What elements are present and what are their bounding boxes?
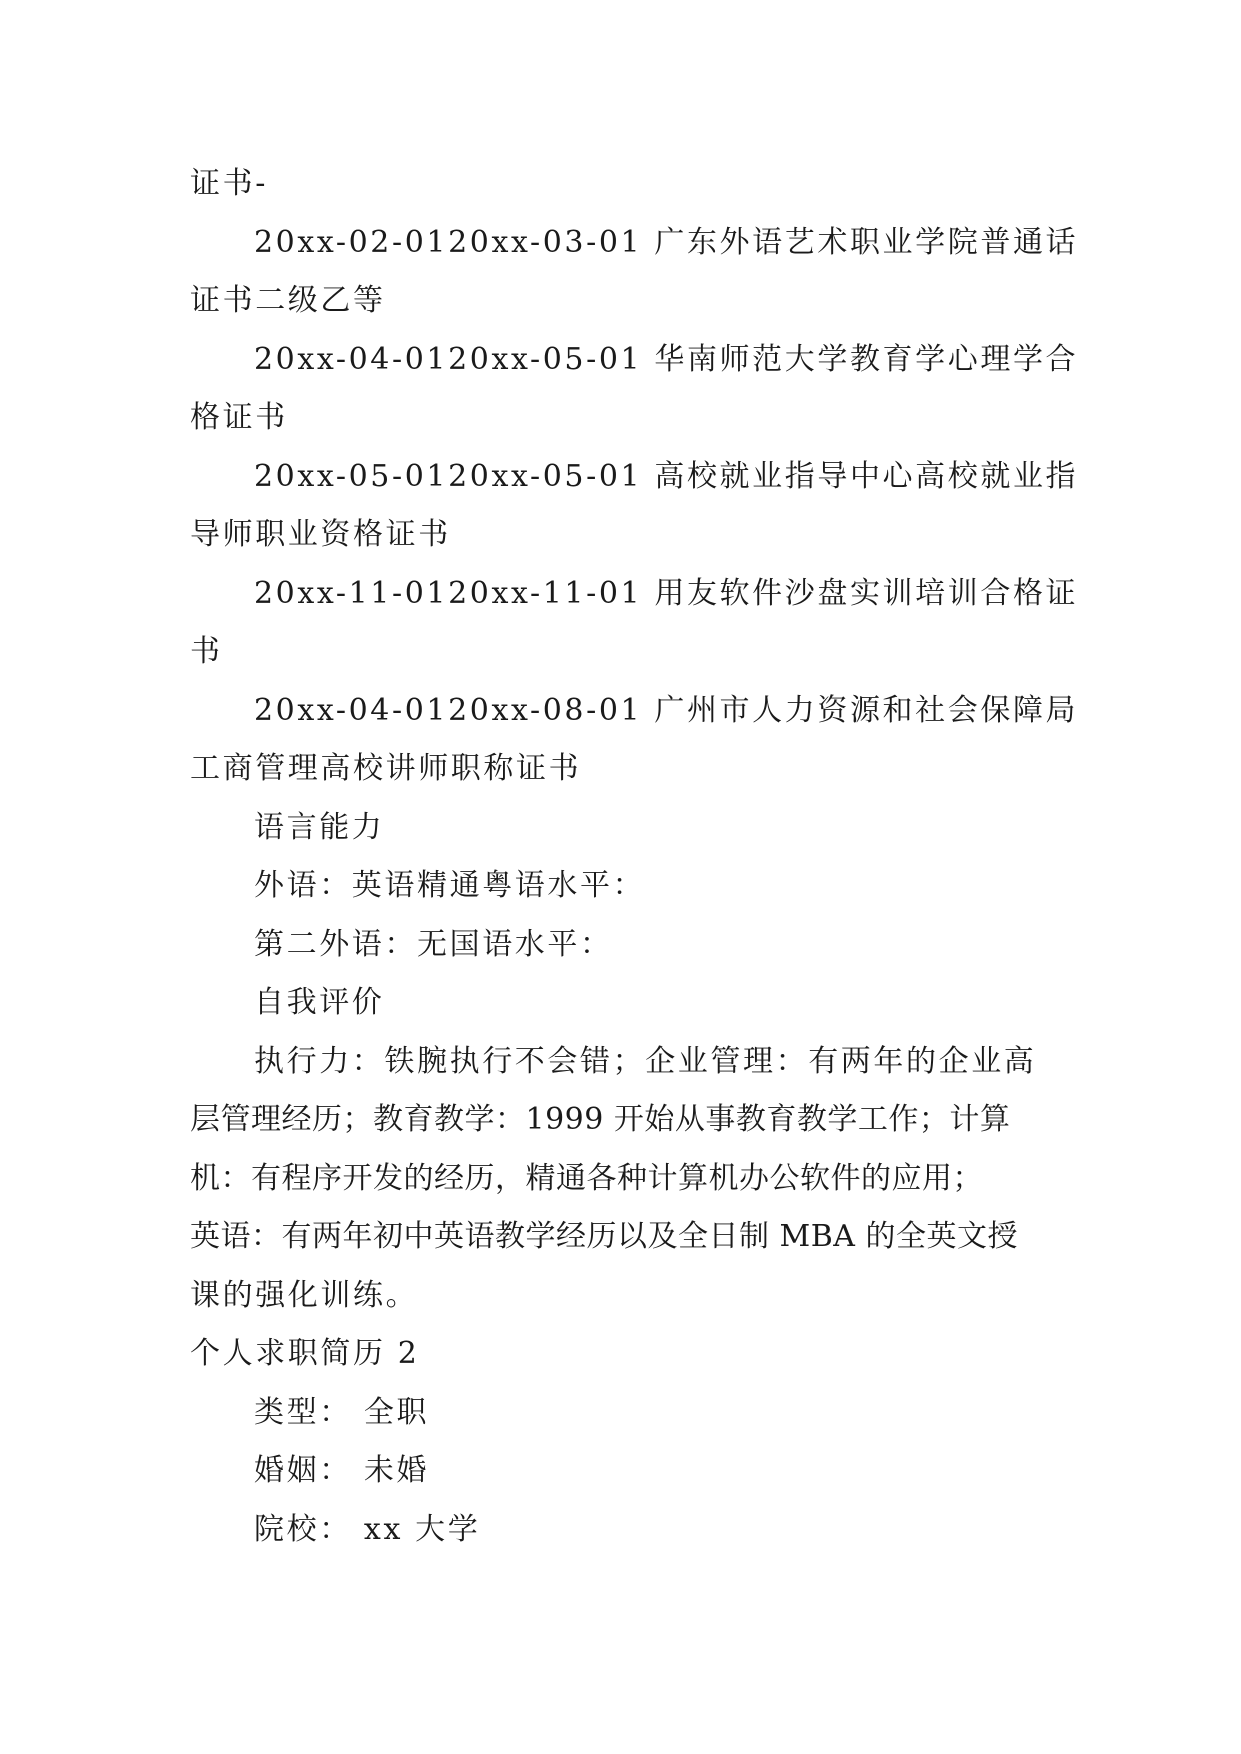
foreign-language-line: 外语：英语精通粤语水平：: [254, 868, 646, 903]
section-heading-language: 语言能力: [254, 809, 385, 845]
marital-status-line: 婚姻： 未婚: [254, 1453, 430, 1488]
job-type-line: 类型： 全职: [254, 1394, 430, 1430]
certificate-entry-date-line: 20xx-04-0120xx-08-01 广州市人力资源和社会保障局: [254, 692, 1079, 728]
certificate-entry-date-line: 20xx-04-0120xx-05-01 华南师范大学教育学心理学合: [254, 341, 1079, 377]
self-evaluation-line: 英语：有两年初中英语教学经历以及全日制 MBA 的全英文授: [190, 1219, 1019, 1254]
text-line: 书: [190, 634, 223, 669]
document-body: [190, 155, 1079, 1559]
self-evaluation-line: 执行力：铁腕执行不会错；企业管理：有两年的企业高: [254, 1043, 1037, 1079]
certificate-entry-date-line: 20xx-02-0120xx-03-01 广东外语艺术职业学院普通话: [254, 224, 1079, 260]
text-line: 证书-: [190, 166, 268, 201]
text-line: 格证书: [190, 400, 288, 435]
certificate-entry-date-line: 20xx-05-0120xx-05-01 高校就业指导中心高校就业指: [254, 458, 1079, 494]
text-line: 证书二级乙等: [190, 283, 386, 318]
second-language-line: 第二外语：无国语水平：: [254, 926, 613, 962]
certificate-entry-date-line: 20xx-11-0120xx-11-01 用友软件沙盘实训培训合格证: [254, 575, 1079, 611]
self-evaluation-line: 课的强化训练。: [190, 1277, 419, 1313]
text-line: 导师职业资格证书: [190, 517, 451, 552]
section-heading-self-evaluation: 自我评价: [254, 985, 385, 1020]
self-evaluation-line: 层管理经历；教育教学：1999 开始从事教育教学工作；计算: [190, 1102, 1011, 1137]
self-evaluation-line: 机：有程序开发的经历，精通各种计算机办公软件的应用；: [190, 1160, 983, 1196]
resume-title: 个人求职简历 2: [190, 1336, 420, 1371]
school-line: 院校： xx 大学: [254, 1511, 481, 1547]
text-line: 工商管理高校讲师职称证书: [190, 751, 582, 786]
